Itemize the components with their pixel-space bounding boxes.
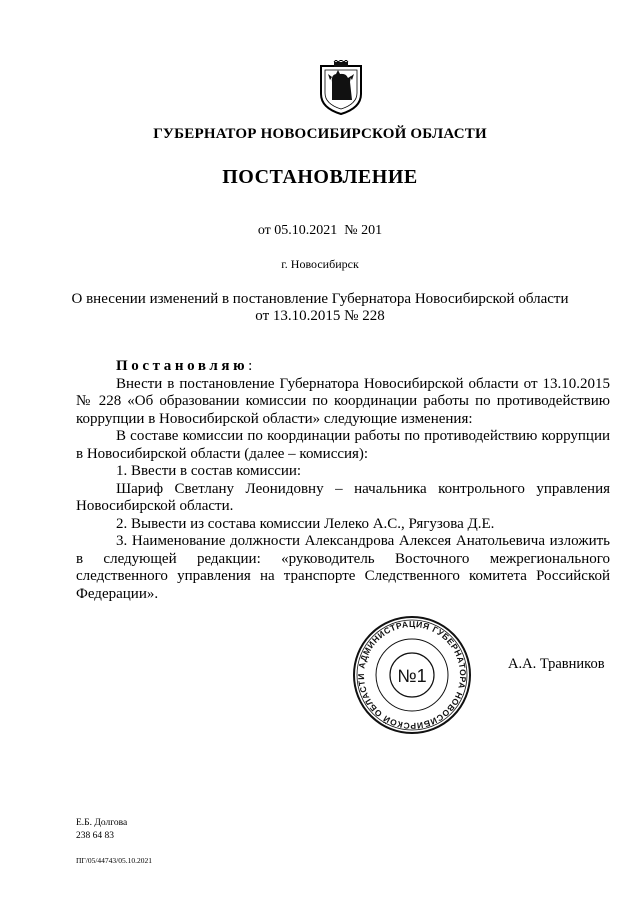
executor-phone: 238 64 83: [76, 831, 114, 841]
decree-lead: [76, 358, 610, 376]
stamp-ring-text: АДМИНИСТРАЦИЯ ГУБЕРНАТОРА НОВОСИБИРСКОЙ ОБЛАСТИ: [355, 618, 469, 732]
paragraph-3: 1. Ввести в состав комиссии:: [116, 463, 302, 479]
paragraph-2: В составе комиссии по координации работы по противодействию коррупции в Новосибирской области (далее – комиссия):: [76, 428, 610, 462]
paragraph-6: 3. Наименование должности Александрова Алексея Анатольевича изложить в следующей редакции: «руководитель Восточного межрегионального следственного управления на транспорте Следственного комитета Российской Федерации».: [76, 533, 610, 602]
date-number-line: от 05.10.2021 № 201: [257, 223, 383, 238]
subject-line-2: от 13.10.2015 № 228: [255, 308, 385, 324]
coat-of-arms-icon: [318, 60, 364, 116]
registration-number: ПГ/05/44743/05.10.2021: [76, 856, 153, 865]
paragraph-4: Шариф Светлану Леонидовну – начальника контрольного управления Новосибирской области.: [76, 480, 610, 514]
subject-line-1: О внесении изменений в постановление Губернатора Новосибирской области: [71, 291, 569, 307]
paragraph-1: Внести в постановление Губернатора Новосибирской области от 13.10.2015 № 228 «Об образовании комиссии по координации работы по противодействию коррупции в Новосибирской области» следующие изменения:: [76, 375, 610, 427]
document-body: [76, 358, 610, 603]
document-type: ПОСТАНОВЛЕНИЕ: [222, 166, 418, 188]
executor-name: Е.Б. Долгова: [76, 818, 128, 828]
city-line: г. Новосибирск: [281, 257, 359, 271]
decree-lead-word: Постановляю: [116, 358, 249, 374]
issuer-title: ГУБЕРНАТОР НОВОСИБИРСКОЙ ОБЛАСТИ: [153, 126, 487, 142]
paragraph-5: 2. Вывести из состава комиссии Лелеко А.С., Рягузова Д.Е.: [116, 515, 495, 532]
decree-lead-colon: :: [248, 358, 253, 374]
stamp-number: №1: [397, 666, 427, 686]
signatory-name: А.А. Травников: [508, 656, 605, 672]
subject-block: [60, 291, 580, 325]
official-stamp: [350, 613, 474, 737]
